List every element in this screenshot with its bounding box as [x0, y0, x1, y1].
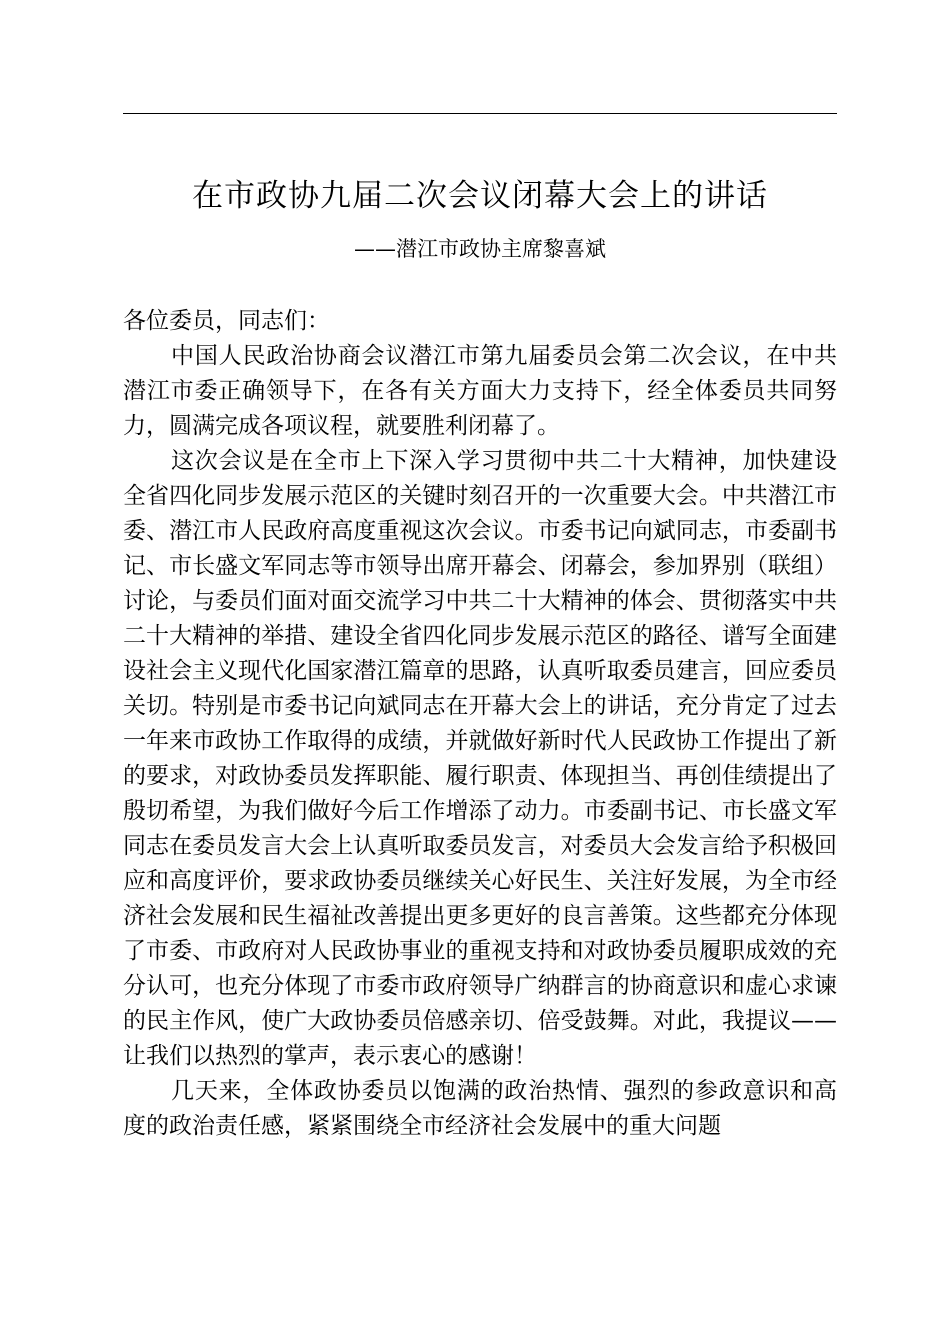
paragraph-3: 几天来，全体政协委员以饱满的政治热情、强烈的参政意识和高度的政治责任感，紧紧围绕全市经济社会发展中的重大问题 [123, 1078, 837, 1139]
paragraph-2: 这次会议是在全市上下深入学习贯彻中共二十大精神，加快建设全省四化同步发展示范区的关键时刻召开的一次重要大会。中共潜江市委、潜江市人民政府高度重视这次会议。市委书记向斌同志，市委副书记、市长盛文军同志等市领导出席开幕会、闭幕会，参加界别（联组）讨论，与委员们面对面交流学习中共二十大精神的体会、贯彻落实中共二十大精神的举措、建设全省四化同步发展示范区的路径、谱写全面建设社会主义现代化国家潜江篇章的思路，认真听取委员建言，回应委员关切。特别是市委书记向斌同志在开幕大会上的讲话，充分肯定了过去一年来市政协工作取得的成绩，并就做好新时代人民政协工作提出了新的要求，对政协委员发挥职能、履行职责、体现担当、再创佳绩提出了殷切希望，为我们做好今后工作增添了动力。市委副书记、市长盛文军同志在委员发言大会上认真听取委员发言，对委员大会发言给予积极回应和高度评价，要求政协委员继续关心好民生、关注好发展，为全市经济社会发展和民生福祉改善提出更多更好的良言善策。这些都充分体现了市委、市政府对人民政协事业的重视支持和对政协委员履职成效的充分认可，也充分体现了市委市政府领导广纳群言的协商意识和虚心求谏的民主作风，使广大政协委员倍感亲切、倍受鼓舞。对此，我提议——让我们以热烈的掌声，表示衷心的感谢！ [123, 448, 837, 1069]
salutation: 各位委员，同志们： [123, 308, 330, 334]
paragraph-1: 中国人民政治协商会议潜江市第九届委员会第二次会议，在中共潜江市委正确领导下，在各有关方面大力支持下，经全体委员共同努力，圆满完成各项议程，就要胜利闭幕了。 [123, 343, 837, 439]
document-title: 在市政协九届二次会议闭幕大会上的讲话 [192, 178, 768, 214]
document-subtitle: ——潜江市政协主席黎喜斌 [354, 237, 606, 261]
header-rule [123, 113, 837, 114]
document-body [123, 304, 837, 1144]
